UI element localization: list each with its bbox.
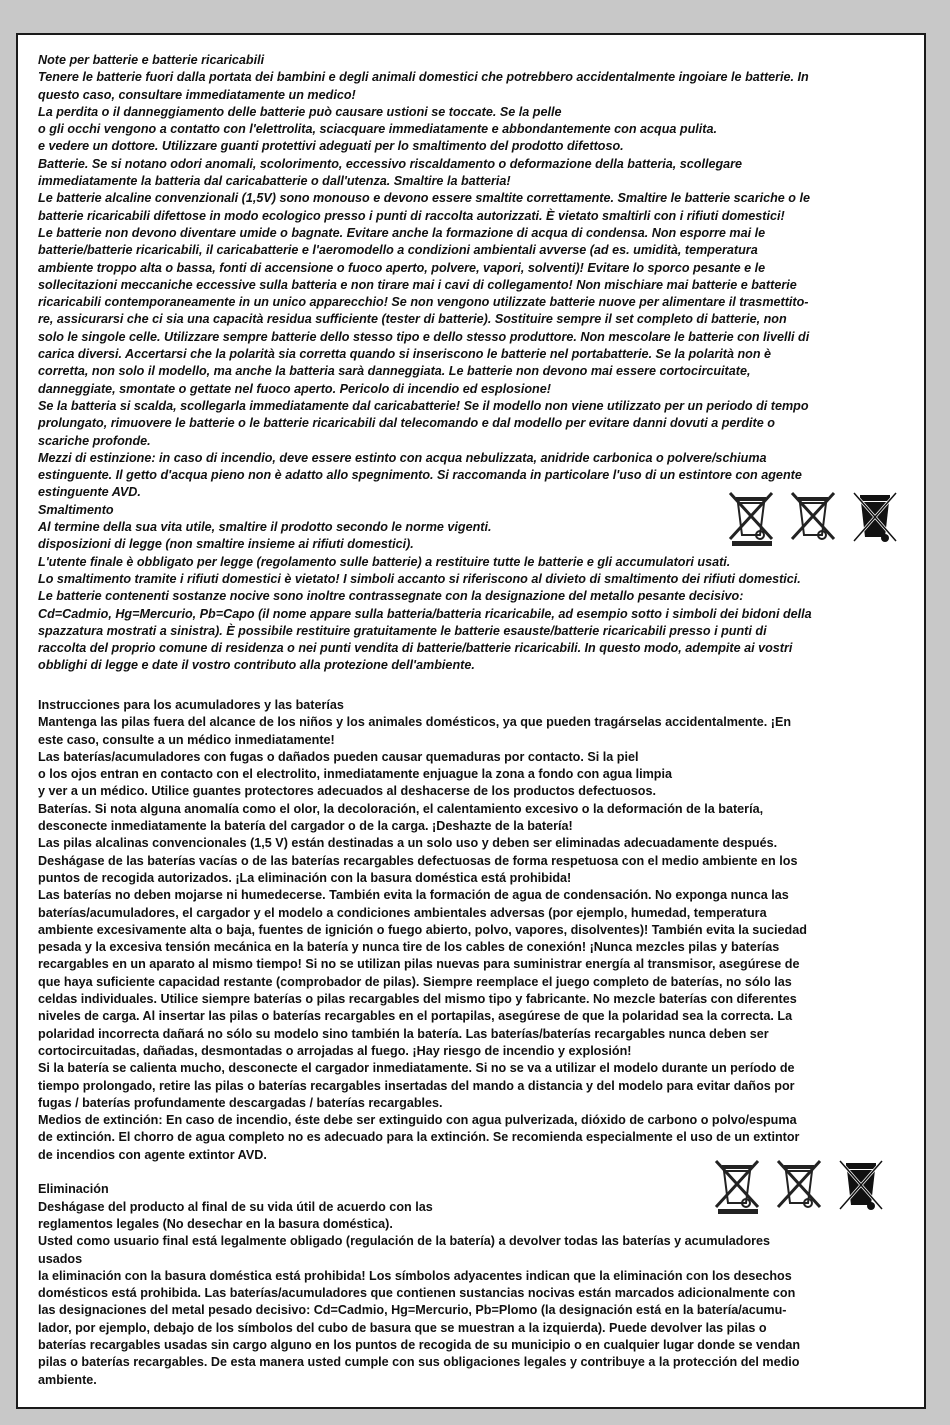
spanish-text-line: desconecte inmediatamente la batería del cargador o de la carga. ¡Deshazte de la batería! <box>38 819 573 834</box>
italian-text-line: disposizioni di legge (non smaltire insieme ai rifiuti domestici). <box>38 537 414 552</box>
crossed-out-wheelie-bin-solid-icon <box>836 1157 888 1215</box>
italian-text-line: sollecitazioni meccaniche eccessive sulla batteria e non tirare mai i cavi di collegamento! Non mischiare mai batterie e batterie <box>38 277 797 292</box>
crossed-out-wheelie-bin-outline-icon <box>774 1157 826 1215</box>
spanish-text-line: baterías/acumuladores, el cargador y el modelo a condiciones ambientales adversas (por ejemplo, humedad, temperatura <box>38 905 767 920</box>
spanish-text-line: Mantenga las pilas fuera del alcance de los niños y los animales domésticos, ya que pueden tragárselas accidentalmente. ¡En <box>38 715 792 730</box>
italian-text-line: Al termine della sua vita utile, smaltire il prodotto secondo le norme vigenti. <box>38 520 492 535</box>
italian-text-line: Mezzi di estinzione: in caso di incendio, deve essere estinto con acqua nebulizzata, anidride carbonica o polvere/schiuma <box>38 450 767 465</box>
spanish-text-line: Deshágase de las baterías vacías o de las baterías recargables defectuosas de forma respetuosa con el medio ambiente en los <box>38 853 798 868</box>
italian-text-line: Le batterie alcaline convenzionali (1,5V) sono monouso e devono essere smaltite correttamente. Smaltire le batterie scariche o le <box>38 191 810 206</box>
italian-text-line: L'utente finale è obbligato per legge (regolamento sulle batterie) a restituire tutte le batterie e gli accumulatori usati. <box>38 554 731 569</box>
spanish-text-line: ambiente. <box>38 1372 97 1387</box>
spanish-text-line: Si la batería se calienta mucho, desconecte el cargador inmediatamente. Si no se va a utilizar el modelo durante un período de <box>38 1061 795 1076</box>
spanish-text-line: la eliminación con la basura doméstica está prohibida! Los símbolos adyacentes indican que la eliminación con los desechos <box>38 1268 792 1283</box>
spanish-text-line: puntos de recogida autorizados. ¡La eliminación con la basura doméstica está prohibida! <box>38 870 572 885</box>
spanish-text-line: este caso, consulte a un médico inmediatamente! <box>38 732 335 747</box>
spanish-text-line: reglamentos legales (No desechar en la basura doméstica). <box>38 1216 393 1231</box>
spanish-text-line: polaridad incorrecta dañará no sólo su modelo sino también la batería. Las baterías/baterías recargables nunca deben ser <box>38 1026 769 1041</box>
italian-text-line: spazzatura mostrati a sinistra). È possibile restituire gratuitamente le batterie esauste/batterie ricaricabili presso i punti di <box>38 623 767 638</box>
spanish-text-line: Baterías. Si nota alguna anomalía como el olor, la decoloración, el calentamiento excesivo o la deformación de la batería, <box>38 801 764 816</box>
spanish-text-line: Usted como usuario final está legalmente obligado (regulación de la batería) a devolver todas las baterías y acumuladores <box>38 1234 771 1249</box>
italian-text-line: Note per batterie e batterie ricaricabili <box>38 53 265 67</box>
spanish-text-line: Instrucciones para los acumuladores y las baterías <box>38 698 344 712</box>
spanish-text-line: Deshágase del producto al final de su vida útil de acuerdo con las <box>38 1199 433 1214</box>
spanish-disposal-icons <box>712 1157 888 1215</box>
italian-text-line: re, assicurarsi che ci sia una capacità residua sufficiente (tester di batterie). Sostituire sempre il set completo di batterie, non <box>38 312 787 327</box>
italian-text-line: batterie ricaricabili difettose in modo ecologico presso i punti di raccolta autorizzati. È vietato smaltirli con i rifiuti domestici! <box>38 208 785 223</box>
spanish-text-line: domésticos está prohibida. Las baterías/acumuladores que contienen sustancias nocivas están marcados adicionalmente con <box>38 1286 796 1301</box>
spanish-text-line: de extinción. El chorro de agua completo no es adecuado para la extinción. Se recomienda especialmente el uso de un extintor <box>38 1130 800 1145</box>
italian-text-line: ambiente troppo alta o bassa, fonti di accensione o fuoco aperto, polvere, vapori, solventi)! Evitare lo sporco pesante e le <box>38 260 766 275</box>
spanish-text-line: Las pilas alcalinas convencionales (1,5 V) están destinadas a un solo uso y deben ser eliminadas adecuadamente después. <box>38 836 778 851</box>
italian-text-line: carica diversi. Accertarsi che la polarità sia corretta quando si inseriscono le batterie nel portabatterie. Se la polarità non è <box>38 347 772 362</box>
italian-text-line: Le batterie non devono diventare umide o bagnate. Evitare anche la formazione di acqua di condensa. Non esporre mai le <box>38 225 766 240</box>
italian-text-line: Batterie. Se si notano odori anomali, scolorimento, eccessivo riscaldamento o deformazione della batteria, scollegare <box>38 156 743 171</box>
spanish-text-line: pesada y la excesiva tensión mecánica en la batería y nunca tire de los cables de conexión! ¡Nunca mezcles pilas y baterías <box>38 940 780 955</box>
spanish-text-line: Las baterías no deben mojarse ni humedecerse. También evita la formación de agua de condensación. No exponga nunca las <box>38 888 789 903</box>
spanish-text-line: fugas / baterías profundamente descargadas / baterías recargables. <box>38 1095 443 1110</box>
spanish-text-line: que haya suficiente capacidad restante (comprobador de pilas). Siempre reemplace el juego completo de baterías, no sólo las <box>38 974 792 989</box>
italian-text-line: estinguente. Il getto d'acqua pieno non è adatto allo spegnimento. Si raccomanda in particolare l'uso di un estintore con agente <box>38 468 802 483</box>
italian-text-line: immediatamente la batteria dal caricabatterie o dall'utenza. Smaltire la batteria! <box>38 174 511 189</box>
spanish-text-line: o los ojos entran en contacto con el electrolito, inmediatamente enjuague la zona a fondo con agua limpia <box>38 767 672 782</box>
italian-text-line: o gli occhi vengono a contatto con l'elettrolita, sciacquare immediatamente e abbondantemente con acqua pulita. <box>38 122 717 137</box>
italian-text-line: Smaltimento <box>38 502 114 517</box>
italian-text-line: questo caso, consultare immediatamente un medico! <box>38 87 356 102</box>
italian-text-line: corretta, non solo il modello, ma anche la batteria sarà danneggiata. Le batterie non devono mai essere cortocircuitate, <box>38 364 751 379</box>
spanish-text-line: celdas individuales. Utilice siempre baterías o pilas recargables del mismo tipo y fabricante. No mezcle baterías con diferentes <box>38 992 797 1007</box>
spanish-text-line: ambiente excesivamente alta o baja, fuentes de ignición o fuego abierto, polvo, vapores, disolventes)! También evita la suciedad <box>38 922 807 937</box>
italian-text-line: obblighi di legge e date il vostro contributo alla protezione dell'ambiente. <box>38 658 475 673</box>
spanish-text-line: usados <box>38 1251 83 1266</box>
spanish-text-line: las designaciones del metal pesado decisivo: Cd=Cadmio, Hg=Mercurio, Pb=Plomo (la designación está en la batería/acumu- <box>38 1303 787 1318</box>
spanish-text-line: y ver a un médico. Utilice guantes protectores adecuados al deshacerse de los productos defectuosos. <box>38 784 656 799</box>
italian-text-line: raccolta del proprio comune di residenza o nei punti vendita di batterie/batterie ricaricabili. In questo modo, adempite ai vostri <box>38 641 793 656</box>
spanish-text-line: Medios de extinción: En caso de incendio, éste debe ser extinguido con agua pulverizada, dióxido de carbono o polvo/espuma <box>38 1113 797 1128</box>
spanish-text-line: baterías recargables usadas sin cargo alguno en los puntos de recogida de su municipio o en cualquier lugar donde se vendan <box>38 1337 801 1352</box>
italian-text-line: Tenere le batterie fuori dalla portata dei bambini e degli animali domestici che potrebbero accidentalmente ingoiare le batterie. In <box>38 70 809 85</box>
spanish-text-line: cortocircuitadas, dañadas, desmontadas o arrojadas al fuego. ¡Hay riesgo de incendio y explosión! <box>38 1043 632 1058</box>
italian-text-line: scariche profonde. <box>38 433 151 448</box>
italian-text-line: Se la batteria si scalda, scollegarla immediatamente dal caricabatterie! Se il modello non viene utilizzato per un periodo di tempo <box>38 398 809 413</box>
crossed-out-wheelie-bin-outline-icon <box>788 489 840 547</box>
spanish-text-line: de incendios con agente extintor AVD. <box>38 1147 267 1162</box>
italian-text-line: batterie/batterie ricaricabili, il caricabatterie e l'aeromodello a condizioni ambientali avverse (ad es. umidità, temperatura <box>38 243 758 258</box>
italian-text-line: La perdita o il danneggiamento delle batterie può causare ustioni se toccate. Se la pelle <box>38 104 562 119</box>
spanish-text-line: Las baterías/acumuladores con fugas o dañados pueden causar quemaduras por contacto. Si la piel <box>38 749 639 764</box>
spanish-section <box>38 697 920 1389</box>
italian-text-line: danneggiate, smontate o gettate nel fuoco aperto. Pericolo di incendio ed esplosione! <box>38 381 551 396</box>
italian-text-line: Le batterie contenenti sostanze nocive sono inoltre contrassegnate con la designazione del metallo pesante decisivo: <box>38 589 744 604</box>
italian-text-line: estinguente AVD. <box>38 485 141 500</box>
italian-text-line: prolungato, rimuovere le batterie o le batterie ricaricabili dal telecomando e dal modello per evitare danni dovuti a perdite o <box>38 416 775 431</box>
spanish-text-line: Eliminación <box>38 1182 109 1197</box>
spanish-text-line: lador, por ejemplo, debajo de los símbolos del cubo de basura que se muestran a la izquierda). Puede devolver las pilas o <box>38 1320 767 1335</box>
italian-text-line: Lo smaltimento tramite i rifiuti domestici è vietato! I simboli accanto si riferiscono al divieto di smaltimento dei rifiuti domestici. <box>38 571 801 586</box>
crossed-out-wheelie-bin-icon <box>712 1157 764 1215</box>
crossed-out-wheelie-bin-solid-icon <box>850 489 902 547</box>
italian-text-line: Cd=Cadmio, Hg=Mercurio, Pb=Capo (il nome appare sulla batteria/batteria ricaricabile, ad esempio sotto i simboli dei bidoni della <box>38 606 812 621</box>
spanish-text-line: recargables en un aparato al mismo tiempo! Si no se utilizan pilas nuevas para suministrar energía al transmisor, asegúrese de <box>38 957 800 972</box>
italian-disposal-icons <box>726 489 902 547</box>
spanish-text-line: tiempo prolongado, retire las pilas o baterías recargables insertadas del mando a distancia y del modelo para evitar daños por <box>38 1078 795 1093</box>
instruction-sheet <box>16 33 926 1409</box>
italian-section <box>38 52 920 675</box>
italian-text-line: e vedere un dottore. Utilizzare guanti protettivi adeguati per lo smaltimento del prodotto difettoso. <box>38 139 624 154</box>
spanish-text-line: niveles de carga. Al insertar las pilas o baterías recargables en el portapilas, asegúrese de que la polaridad sea la correcta. La <box>38 1009 793 1024</box>
crossed-out-wheelie-bin-icon <box>726 489 778 547</box>
spanish-text-line: pilas o baterías recargables. De esta manera usted cumple con sus obligaciones legales y contribuye a la protección del medio <box>38 1355 800 1370</box>
italian-text-line: ricaricabili contemporaneamente in un unico apparecchio! Se non vengono utilizzate batterie nuove per alimentare il trasmettito- <box>38 295 809 310</box>
italian-text-line: solo le singole celle. Utilizzare sempre batterie dello stesso tipo e dello stesso produttore. Non mescolare le batterie con livelli di <box>38 329 810 344</box>
